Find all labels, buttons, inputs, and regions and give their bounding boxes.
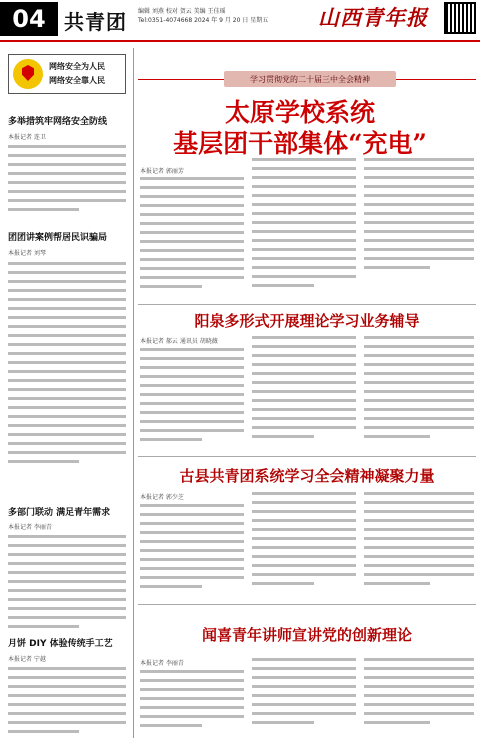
masthead [0, 0, 480, 42]
section-name: 共青团 [64, 10, 127, 34]
section-rule [138, 604, 476, 605]
left-article-byline: 本报记者 李丽青 [8, 524, 52, 531]
badge-line-2: 网络安全靠人民 [49, 76, 105, 85]
article-body [364, 658, 474, 738]
article-body [140, 177, 244, 297]
article-body [252, 658, 356, 738]
column-divider [133, 48, 134, 738]
left-article-byline: 本报记者 连卫 [8, 134, 46, 141]
badge-line-1: 网络安全为人民 [49, 62, 105, 71]
editor-line: 编辑 刘燕 校对 贺云 美编 王佳瑶 [138, 8, 226, 15]
main-title [150, 97, 450, 159]
cyber-security-badge [8, 54, 126, 94]
article-body [364, 336, 474, 448]
main-title-line-2: 基层团干部集体“充电” [173, 129, 427, 158]
article-body [252, 158, 356, 298]
article-body [8, 667, 126, 739]
article-body [364, 492, 474, 596]
article-headline: 古县共青团系统学习全会精神凝聚力量 [179, 467, 435, 485]
left-article-headline: 月饼 DIY 体验传统手工艺 [8, 639, 113, 649]
article-body [8, 145, 126, 223]
newspaper-logo: 山西青年报 [318, 5, 428, 30]
tel-date-line: Tel:0351-4074668 2024 年 9 月 20 日 星期五 [138, 17, 269, 24]
article-body [8, 535, 126, 635]
left-article-headline: 多部门联动 满足青年需求 [8, 508, 111, 518]
masthead-rule [0, 40, 480, 42]
left-article-byline: 本报记者 刘琴 [8, 250, 46, 257]
page-number: 04 [0, 2, 58, 36]
masthead-info [138, 7, 268, 25]
banner-rule [138, 79, 224, 80]
article-body [140, 504, 244, 596]
article-body [140, 670, 244, 738]
article-body [252, 492, 356, 596]
section-banner: 学习贯彻党的二十届三中全会精神 [224, 71, 396, 87]
main-byline: 本报记者 郭丽芳 [140, 168, 184, 175]
article-body [140, 348, 244, 448]
article-body [364, 158, 474, 298]
article-body [252, 336, 356, 448]
section-rule [138, 456, 476, 457]
section-rule [138, 304, 476, 305]
article-headline: 阳泉多形式开展理论学习业务辅导 [194, 312, 420, 330]
article-body [8, 262, 126, 482]
left-article-byline: 本报记者 宁越 [8, 656, 46, 663]
banner-rule [396, 79, 476, 80]
left-article-headline: 多举措筑牢网络安全防线 [8, 117, 108, 127]
article-headline: 闻喜青年讲师宣讲党的创新理论 [201, 626, 412, 644]
qr-code-icon [444, 2, 476, 34]
article-byline: 本报记者 郭少芝 [140, 494, 184, 501]
main-title-line-1: 太原学校系统 [224, 98, 375, 127]
article-byline: 本报记者 郝云 通讯员 胡晓薇 [140, 338, 218, 345]
left-article-headline: 团团讲案例帮居民识骗局 [8, 233, 108, 243]
article-byline: 本报记者 李丽青 [140, 660, 184, 667]
